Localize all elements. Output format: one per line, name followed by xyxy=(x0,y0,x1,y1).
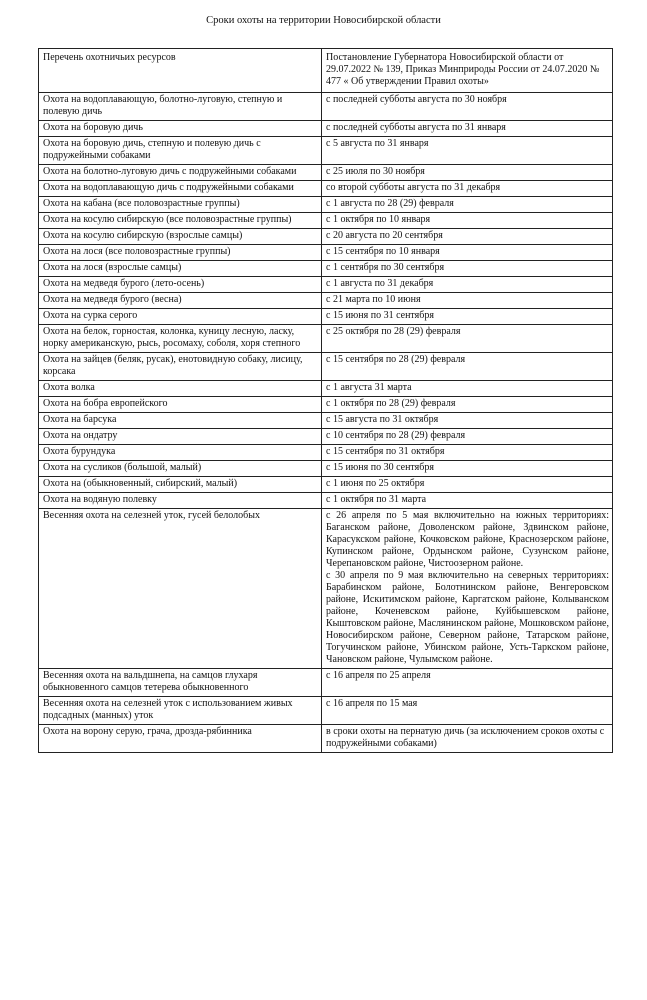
hunting-resource-cell: Весенняя охота на селезней уток с использованием живых подсадных (манных) уток xyxy=(39,697,322,725)
hunting-resource-cell: Охота на белок, горностая, колонка, куницу лесную, ласку, норку американскую, рысь, росомаху, соболя, хоря степного xyxy=(39,325,322,353)
hunting-resource-cell: Охота на зайцев (беляк, русак), енотовидную собаку, лисицу, корсака xyxy=(39,353,322,381)
hunting-resource-cell: Охота на ондатру xyxy=(39,429,322,445)
hunting-period-cell: с 1 октября по 28 (29) февраля xyxy=(322,397,613,413)
hunting-period-cell: с 16 апреля по 25 апреля xyxy=(322,669,613,697)
table-row xyxy=(39,309,613,325)
table-body xyxy=(39,49,613,753)
hunting-period-cell: с 1 октября по 31 марта xyxy=(322,493,613,509)
table-row xyxy=(39,397,613,413)
hunting-period-cell xyxy=(322,509,613,669)
table-row xyxy=(39,353,613,381)
hunting-seasons-table xyxy=(38,48,613,753)
hunting-period-cell: с 1 октября по 10 января xyxy=(322,213,613,229)
table-row xyxy=(39,261,613,277)
hunting-period-cell: с 15 июня по 30 сентября xyxy=(322,461,613,477)
table-row xyxy=(39,137,613,165)
hunting-period-cell: с 20 августа по 20 сентября xyxy=(322,229,613,245)
hunting-resource-cell: Охота на косулю сибирскую (все половозрастные группы) xyxy=(39,213,322,229)
table-header-row xyxy=(39,49,613,93)
table-row xyxy=(39,509,613,669)
hunting-resource-cell: Охота на водяную полевку xyxy=(39,493,322,509)
hunting-resource-cell: Охота на боровую дичь xyxy=(39,121,322,137)
table-row xyxy=(39,197,613,213)
table-row xyxy=(39,381,613,397)
table-row xyxy=(39,293,613,309)
table-row xyxy=(39,429,613,445)
hunting-period-cell: с 15 сентября по 31 октября xyxy=(322,445,613,461)
hunting-period-cell: с 15 июня по 31 сентября xyxy=(322,309,613,325)
table-row xyxy=(39,229,613,245)
hunting-period-cell: с 1 августа 31 марта xyxy=(322,381,613,397)
hunting-period-cell: с 10 сентября по 28 (29) февраля xyxy=(322,429,613,445)
hunting-period-cell: с 15 сентября по 28 (29) февраля xyxy=(322,353,613,381)
table-row xyxy=(39,413,613,429)
hunting-period-cell: со второй субботы августа по 31 декабря xyxy=(322,181,613,197)
hunting-period-cell: с 21 марта по 10 июня xyxy=(322,293,613,309)
table-row xyxy=(39,445,613,461)
table-row xyxy=(39,245,613,261)
hunting-period-cell: с 1 июня по 25 октября xyxy=(322,477,613,493)
table-row xyxy=(39,121,613,137)
hunting-period-cell: в сроки охоты на пернатую дичь (за исключением сроков охоты с подружейными собаками) xyxy=(322,725,613,753)
hunting-period-cell: с 5 августа по 31 января xyxy=(322,137,613,165)
header-regulation: Постановление Губернатора Новосибирской области от 29.07.2022 № 139, Приказ Минприроды России от 24.07.2020 № 477 « Об утверждении Правил охоты» xyxy=(322,49,613,93)
hunting-resource-cell: Охота на болотно-луговую дичь с подружейными собаками xyxy=(39,165,322,181)
hunting-resource-cell: Охота на (обыкновенный, сибирский, малый) xyxy=(39,477,322,493)
table-row xyxy=(39,325,613,353)
table-row xyxy=(39,477,613,493)
hunting-resource-cell: Охота на ворону серую, грача, дрозда-рябинника xyxy=(39,725,322,753)
hunting-period-cell: с 15 августа по 31 октября xyxy=(322,413,613,429)
hunting-resource-cell: Охота на водоплавающую, болотно-луговую, степную и полевую дичь xyxy=(39,93,322,121)
table-row xyxy=(39,165,613,181)
hunting-resource-cell: Охота бурундука xyxy=(39,445,322,461)
hunting-resource-cell: Охота на косулю сибирскую (взрослые самцы) xyxy=(39,229,322,245)
hunting-resource-cell: Охота на сусликов (большой, малый) xyxy=(39,461,322,477)
table-row xyxy=(39,697,613,725)
header-resources: Перечень охотничьих ресурсов xyxy=(39,49,322,93)
document-title: Сроки охоты на территории Новосибирской области xyxy=(206,15,441,26)
south-territories-period: с 26 апреля по 5 мая включительно на южных территориях: Баганском районе, Доволенском районе, Здвинском районе, Карасукском районе, Кочковском районе, Краснозерском районе, Купинском районе, Ордынском районе, Сузунском районе, Черепановском районе, Чистоозерном районе. xyxy=(326,510,609,569)
hunting-resource-cell: Охота на медведя бурого (лето-осень) xyxy=(39,277,322,293)
hunting-resource-cell: Весенняя охота на вальдшнепа, на самцов глухаря обыкновенного самцов тетерева обыкновенного xyxy=(39,669,322,697)
table-row xyxy=(39,213,613,229)
hunting-period-cell: с 1 августа по 28 (29) февраля xyxy=(322,197,613,213)
hunting-period-cell: с 1 августа по 31 декабря xyxy=(322,277,613,293)
hunting-period-cell: с последней субботы августа по 31 января xyxy=(322,121,613,137)
hunting-resource-cell: Весенняя охота на селезней уток, гусей белолобых xyxy=(39,509,322,669)
hunting-resource-cell: Охота на водоплавающую дичь с подружейными собаками xyxy=(39,181,322,197)
table-row xyxy=(39,93,613,121)
hunting-resource-cell: Охота на барсука xyxy=(39,413,322,429)
hunting-period-cell: с последней субботы августа по 30 ноября xyxy=(322,93,613,121)
hunting-resource-cell: Охота на медведя бурого (весна) xyxy=(39,293,322,309)
north-territories-period: с 30 апреля по 9 мая включительно на северных территориях: Барабинском районе, Болотнинском районе, Венгеровском районе, Искитимском районе, Каргатском районе, Колыванском районе, Коченевском районе, Куйбышевском районе, Кыштовском районе, Маслянинском районе, Мошковском районе, Новосибирском районе, Северном районе, Татарском районе, Тогучинском районе, Убинском районе, Усть-Таркском районе, Чановском районе, Чулымском районе. xyxy=(326,570,609,665)
hunting-resource-cell: Охота на боровую дичь, степную и полевую дичь с подружейными собаками xyxy=(39,137,322,165)
hunting-period-cell: с 15 сентября по 10 января xyxy=(322,245,613,261)
hunting-resource-cell: Охота на лося (взрослые самцы) xyxy=(39,261,322,277)
table-row xyxy=(39,725,613,753)
hunting-resource-cell: Охота волка xyxy=(39,381,322,397)
hunting-period-cell: с 25 июля по 30 ноября xyxy=(322,165,613,181)
hunting-period-cell: с 1 сентября по 30 сентября xyxy=(322,261,613,277)
hunting-period-cell: с 16 апреля по 15 мая xyxy=(322,697,613,725)
hunting-resource-cell: Охота на лося (все половозрастные группы) xyxy=(39,245,322,261)
hunting-resource-cell: Охота на бобра европейского xyxy=(39,397,322,413)
table-row xyxy=(39,461,613,477)
table-row xyxy=(39,669,613,697)
hunting-period-cell: с 25 октября по 28 (29) февраля xyxy=(322,325,613,353)
table-row xyxy=(39,181,613,197)
hunting-resource-cell: Охота на кабана (все половозрастные группы) xyxy=(39,197,322,213)
table-row xyxy=(39,277,613,293)
table-row xyxy=(39,493,613,509)
hunting-resource-cell: Охота на сурка серого xyxy=(39,309,322,325)
